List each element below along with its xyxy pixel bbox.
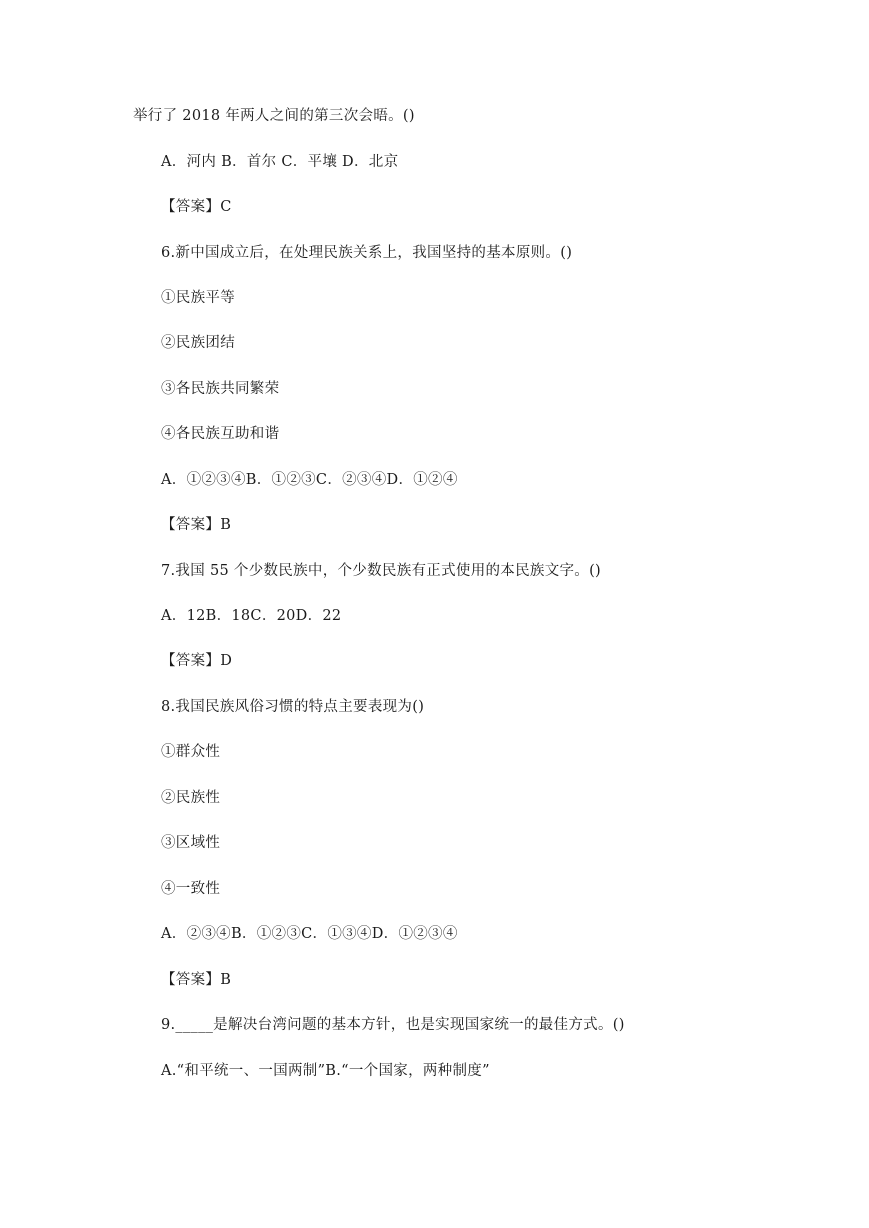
q9-options: A.“和平统一、一国两制”B.“一个国家，两种制度” <box>161 1063 490 1079</box>
q8-item-1: ①群众性 <box>161 744 221 760</box>
q6-options: A．①②③④B．①②③C．②③④D．①②④ <box>161 472 458 488</box>
q5-stem-continuation: 举行了 2018 年两人之间的第三次会晤。() <box>133 108 415 124</box>
q6-item-3: ③各民族共同繁荣 <box>161 381 280 397</box>
q8-item-4: ④一致性 <box>161 881 221 897</box>
q5-options: A．河内 B．首尔 C．平壤 D．北京 <box>161 154 399 170</box>
q6-stem: 6.新中国成立后，在处理民族关系上，我国坚持的基本原则。() <box>161 245 573 261</box>
q8-item-2: ②民族性 <box>161 790 221 806</box>
q5-answer: 【答案】C <box>161 199 232 215</box>
q6-item-1: ①民族平等 <box>161 290 235 306</box>
q7-answer: 【答案】D <box>161 653 233 669</box>
q8-item-3: ③区域性 <box>161 835 221 851</box>
q7-stem: 7.我国 55 个少数民族中，个少数民族有正式使用的本民族文字。() <box>161 563 602 579</box>
q6-item-2: ②民族团结 <box>161 335 235 351</box>
q9-stem: 9._____是解决台湾问题的基本方针，也是实现国家统一的最佳方式。() <box>161 1017 625 1033</box>
q7-options: A．12B．18C．20D．22 <box>161 608 342 624</box>
q6-answer: 【答案】B <box>161 517 232 533</box>
q6-item-4: ④各民族互助和谐 <box>161 426 280 442</box>
q8-stem: 8.我国民族风俗习惯的特点主要表现为() <box>161 699 425 715</box>
q8-answer: 【答案】B <box>161 972 232 988</box>
q8-options: A．②③④B．①②③C．①③④D．①②③④ <box>161 926 458 942</box>
